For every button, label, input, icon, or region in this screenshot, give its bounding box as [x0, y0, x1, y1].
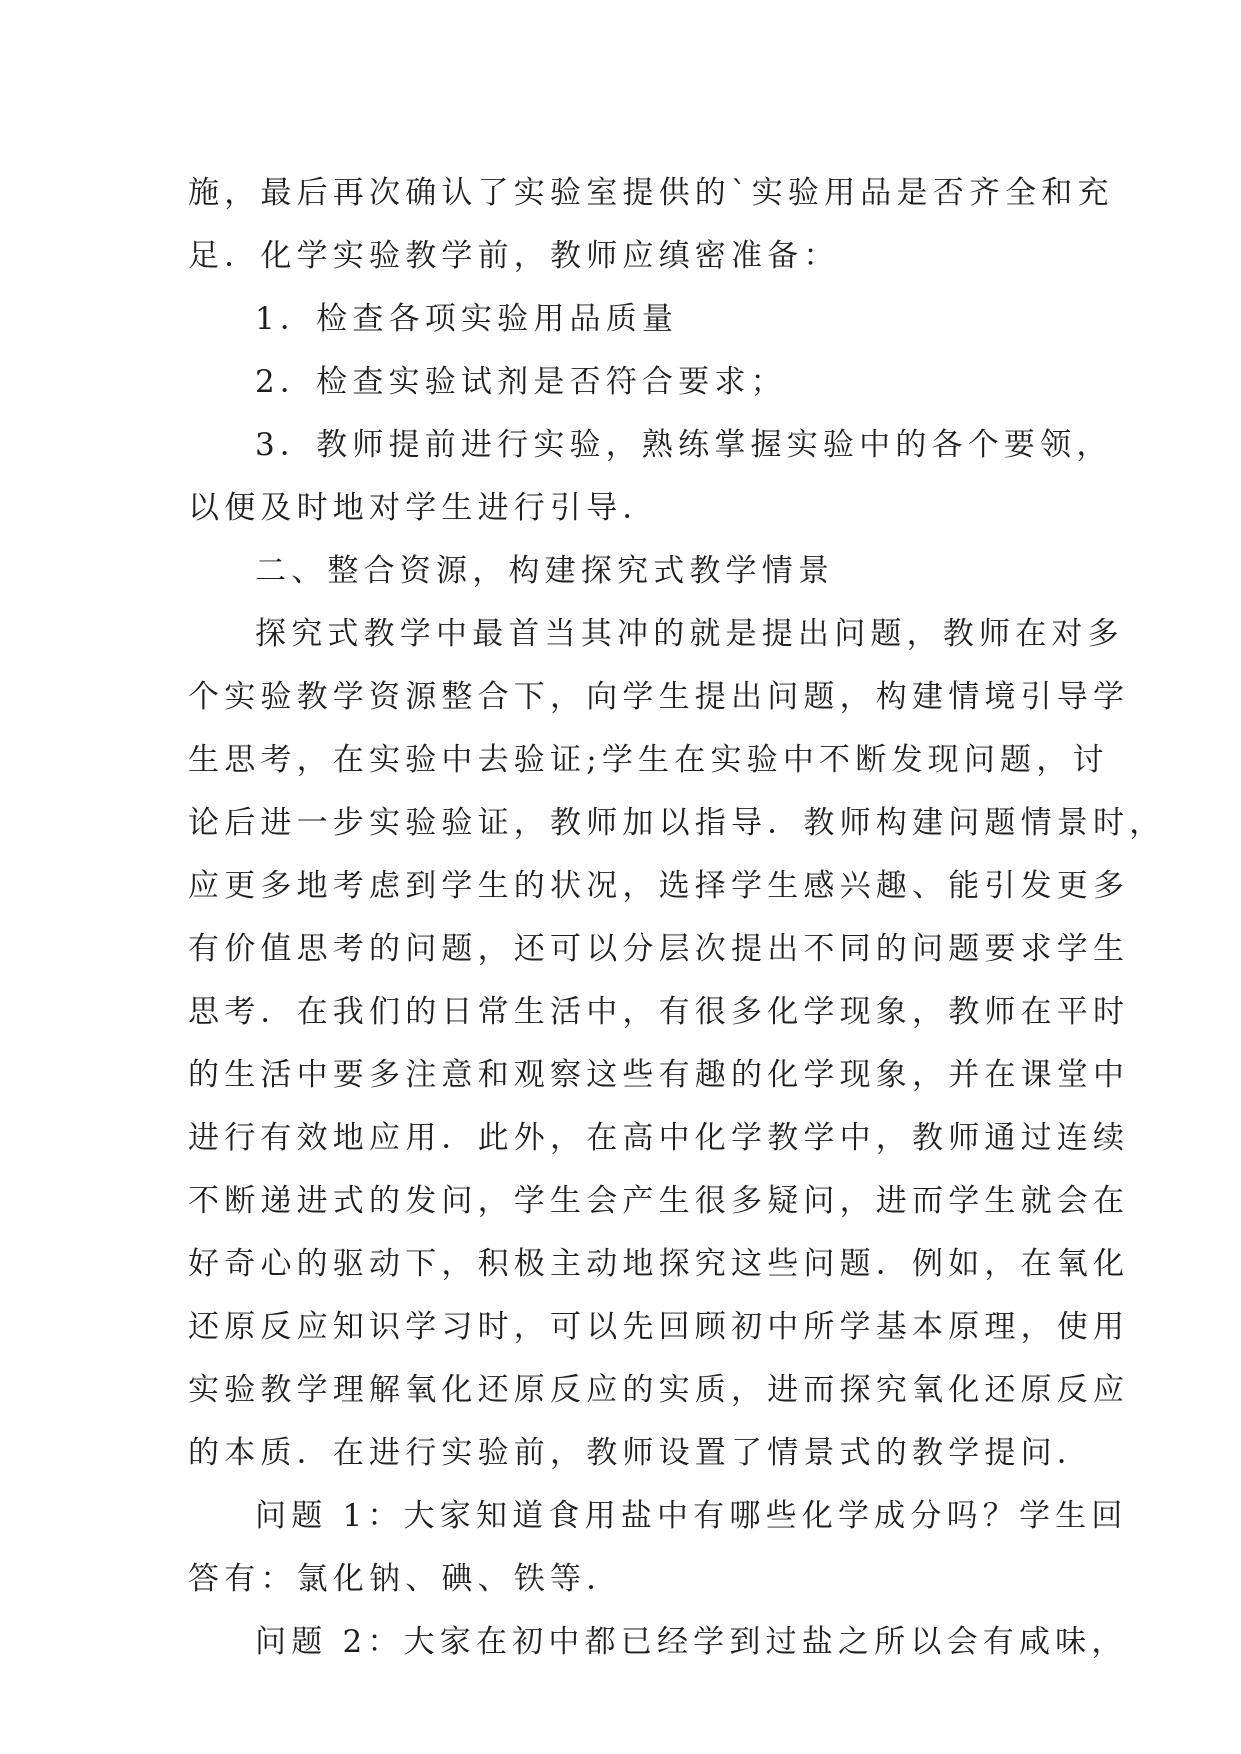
- paragraph-start: 探究式教学中最首当其冲的就是提出问题，教师在对多: [255, 616, 1124, 652]
- text-line: 思考．在我们的日常生活中，有很多化学现象，教师在平时: [188, 994, 1130, 1030]
- question-line: 问题 1：大家知道食用盐中有哪些化学成分吗？学生回: [255, 1498, 1128, 1534]
- checklist-item: 3．教师提前进行实验，熟练掌握实验中的各个要领，: [255, 427, 1113, 463]
- section-heading: 二、整合资源，构建探究式教学情景: [255, 553, 835, 589]
- text-line: 以便及时地对学生进行引导．: [188, 490, 659, 526]
- text-line: 不断递进式的发问，学生会产生很多疑问，进而学生就会在: [188, 1183, 1130, 1219]
- text-line: 还原反应知识学习时，可以先回顾初中所学基本原理，使用: [188, 1309, 1130, 1345]
- text-line: 的生活中要多注意和观察这些有趣的化学现象，并在课堂中: [188, 1057, 1130, 1093]
- text-line: 施，最后再次确认了实验室提供的`实验用品是否齐全和充: [188, 175, 1114, 211]
- text-line: 实验教学理解氧化还原反应的实质，进而探究氧化还原反应: [188, 1372, 1130, 1408]
- body-text: [188, 162, 1166, 1674]
- text-line: 个实验教学资源整合下，向学生提出问题，构建情境引导学: [188, 679, 1130, 715]
- checklist-item: 2．检查实验试剂是否符合要求；: [255, 364, 787, 400]
- text-line: 进行有效地应用．此外，在高中化学教学中，教师通过连续: [188, 1120, 1130, 1156]
- text-line: 应更多地考虑到学生的状况，选择学生感兴趣、能引发更多: [188, 868, 1130, 904]
- text-line: 的本质．在进行实验前，教师设置了情景式的教学提问．: [188, 1435, 1093, 1471]
- checklist-item: 1．检查各项实验用品质量: [255, 301, 679, 337]
- text-line: 好奇心的驱动下，积极主动地探究这些问题．例如，在氧化: [188, 1246, 1130, 1282]
- question-line: 问题 2：大家在初中都已经学到过盐之所以会有咸味，: [255, 1624, 1128, 1660]
- text-line: 有价值思考的问题，还可以分层次提出不同的问题要求学生: [188, 931, 1130, 967]
- text-line: 足．化学实验教学前，教师应缜密准备：: [188, 238, 840, 274]
- text-line: 论后进一步实验验证，教师加以指导．教师构建问题情景时，: [188, 805, 1166, 841]
- text-line: 生思考，在实验中去验证;学生在实验中不断发现问题，讨: [188, 742, 1109, 778]
- text-line: 答有：氯化钠、碘、铁等．: [188, 1561, 623, 1597]
